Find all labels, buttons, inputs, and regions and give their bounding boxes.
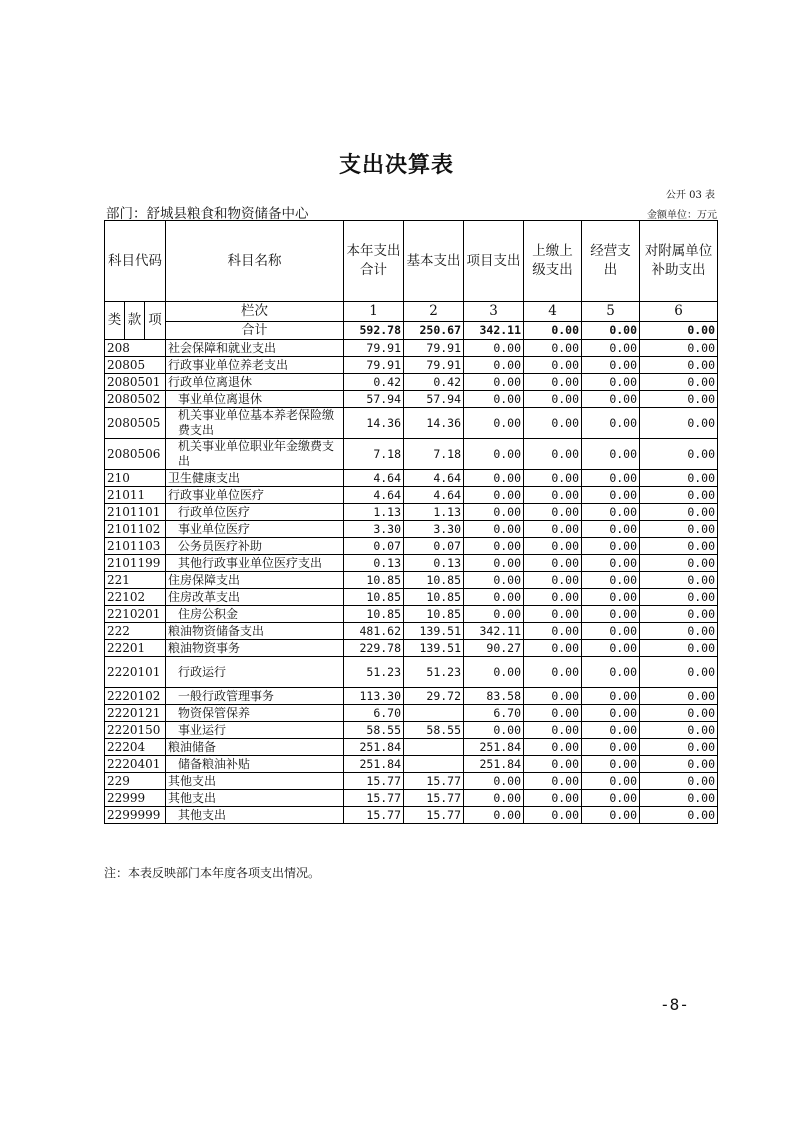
row-value: 4.64: [404, 487, 464, 504]
row-value: 0.00: [582, 439, 640, 470]
row-value: 0.00: [464, 408, 524, 439]
row-name: 机关事业单位职业年金缴费支出: [166, 439, 344, 470]
row-value: 4.64: [344, 470, 404, 487]
row-value: 0.00: [640, 773, 718, 790]
row-value: 0.00: [582, 391, 640, 408]
row-value: 0.00: [640, 487, 718, 504]
row-code: 2210201: [105, 606, 166, 623]
row-value: 0.00: [524, 623, 582, 640]
table-row: [105, 391, 718, 408]
row-value: 0.00: [582, 657, 640, 688]
row-value: 10.85: [404, 606, 464, 623]
row-name: 住房改革支出: [166, 589, 344, 606]
row-code: 2299999: [105, 807, 166, 824]
row-value: 0.00: [524, 589, 582, 606]
row-value: 0.00: [640, 606, 718, 623]
row-value: 0.00: [524, 374, 582, 391]
row-value: 0.00: [640, 657, 718, 688]
total-row: [105, 322, 718, 340]
col-num-4: 4: [524, 302, 582, 322]
table-row: [105, 640, 718, 657]
expenditure-table: [104, 220, 718, 824]
row-value: 58.55: [344, 722, 404, 739]
table-note: 注：本表反映部门本年度各项支出情况。: [104, 866, 321, 880]
row-value: 0.00: [464, 504, 524, 521]
row-value: 0.00: [582, 589, 640, 606]
row-value: 6.70: [464, 705, 524, 722]
row-value: 0.00: [640, 705, 718, 722]
row-value: 0.00: [582, 340, 640, 357]
row-value: 0.00: [464, 572, 524, 589]
table-row: [105, 722, 718, 739]
row-code: 2220150: [105, 722, 166, 739]
row-value: 113.30: [344, 688, 404, 705]
row-value: 57.94: [404, 391, 464, 408]
row-value: [404, 739, 464, 756]
row-value: 0.42: [404, 374, 464, 391]
row-value: 15.77: [344, 773, 404, 790]
column-number-row: [105, 302, 718, 322]
row-value: 0.00: [524, 357, 582, 374]
row-value: 51.23: [344, 657, 404, 688]
header-basic: 基本支出: [404, 221, 464, 302]
row-value: 4.64: [404, 470, 464, 487]
row-name: 事业单位医疗: [166, 521, 344, 538]
row-value: 0.00: [582, 572, 640, 589]
row-value: 7.18: [344, 439, 404, 470]
row-value: 0.00: [640, 589, 718, 606]
table-row: [105, 773, 718, 790]
row-value: 0.00: [582, 640, 640, 657]
row-value: 57.94: [344, 391, 404, 408]
row-value: 0.13: [404, 555, 464, 572]
row-value: 0.00: [464, 589, 524, 606]
col-num-5: 5: [582, 302, 640, 322]
row-value: 0.00: [524, 790, 582, 807]
row-code: 2220101: [105, 657, 166, 688]
row-value: 251.84: [464, 739, 524, 756]
row-value: 6.70: [344, 705, 404, 722]
row-name: 行政运行: [166, 657, 344, 688]
row-name: 住房公积金: [166, 606, 344, 623]
row-value: 0.00: [464, 807, 524, 824]
row-value: 0.00: [640, 572, 718, 589]
row-code: 20805: [105, 357, 166, 374]
row-value: 79.91: [404, 340, 464, 357]
unit-label: 金额单位：万元: [647, 210, 717, 221]
row-value: 0.00: [582, 790, 640, 807]
row-value: 58.55: [404, 722, 464, 739]
row-value: 0.00: [640, 739, 718, 756]
row-value: 0.00: [582, 555, 640, 572]
row-value: 251.84: [344, 739, 404, 756]
table-row: [105, 521, 718, 538]
total-value: 342.11: [464, 322, 524, 340]
total-value: 250.67: [404, 322, 464, 340]
row-value: 79.91: [344, 340, 404, 357]
row-value: 0.00: [582, 807, 640, 824]
row-value: 0.00: [524, 688, 582, 705]
row-value: 0.00: [464, 439, 524, 470]
header-kuan: 款: [125, 302, 145, 340]
row-value: 0.00: [640, 391, 718, 408]
header-subsidy: 对附属单位补助支出: [640, 221, 718, 302]
row-code: 210: [105, 470, 166, 487]
row-value: 0.00: [524, 487, 582, 504]
row-name: 粮油物资储备支出: [166, 623, 344, 640]
header-code: 科目代码: [105, 221, 166, 302]
row-value: 10.85: [344, 572, 404, 589]
row-name: 储备粮油补贴: [166, 756, 344, 773]
table-row: [105, 657, 718, 688]
row-value: 0.00: [640, 640, 718, 657]
row-value: 29.72: [404, 688, 464, 705]
row-value: 0.00: [582, 739, 640, 756]
table-row: [105, 572, 718, 589]
row-value: [404, 756, 464, 773]
row-value: 0.00: [640, 722, 718, 739]
row-value: 15.77: [344, 790, 404, 807]
row-value: 79.91: [344, 357, 404, 374]
row-value: 0.00: [582, 408, 640, 439]
header-upper: 上缴上级支出: [524, 221, 582, 302]
row-value: 0.00: [464, 722, 524, 739]
total-label: 合计: [166, 322, 344, 340]
col-num-3: 3: [464, 302, 524, 322]
row-value: 0.00: [524, 572, 582, 589]
row-value: 0.00: [464, 374, 524, 391]
row-value: 0.00: [640, 790, 718, 807]
row-code: 221: [105, 572, 166, 589]
row-value: 0.00: [524, 555, 582, 572]
row-value: 14.36: [344, 408, 404, 439]
row-value: 0.00: [640, 756, 718, 773]
row-code: 22201: [105, 640, 166, 657]
row-value: 0.00: [524, 521, 582, 538]
row-value: 0.00: [464, 606, 524, 623]
table-row: [105, 623, 718, 640]
total-value: 0.00: [640, 322, 718, 340]
table-row: [105, 470, 718, 487]
row-name: 其他支出: [166, 807, 344, 824]
row-name: 行政单位医疗: [166, 504, 344, 521]
header-row: [105, 221, 718, 302]
row-value: 0.00: [582, 756, 640, 773]
row-name: 物资保管保养: [166, 705, 344, 722]
row-value: 0.00: [582, 722, 640, 739]
row-value: 0.00: [464, 555, 524, 572]
row-value: 0.00: [464, 470, 524, 487]
table-row: [105, 807, 718, 824]
row-value: 1.13: [404, 504, 464, 521]
row-code: 2220121: [105, 705, 166, 722]
page-number: -8-: [660, 995, 689, 1014]
row-value: 10.85: [404, 589, 464, 606]
table-number: 公开 03 表: [665, 190, 715, 201]
table-row: [105, 555, 718, 572]
row-code: 2080501: [105, 374, 166, 391]
total-value: 0.00: [524, 322, 582, 340]
row-code: 22999: [105, 790, 166, 807]
row-value: 10.85: [344, 589, 404, 606]
row-value: 0.00: [640, 340, 718, 357]
row-code: 229: [105, 773, 166, 790]
row-value: 0.00: [464, 538, 524, 555]
row-value: 3.30: [344, 521, 404, 538]
row-value: 3.30: [404, 521, 464, 538]
row-value: 0.00: [464, 521, 524, 538]
row-value: 342.11: [464, 623, 524, 640]
row-code: 208: [105, 340, 166, 357]
row-value: 139.51: [404, 623, 464, 640]
row-name: 行政事业单位养老支出: [166, 357, 344, 374]
row-name: 住房保障支出: [166, 572, 344, 589]
table-row: [105, 340, 718, 357]
header-lanci: 栏次: [166, 302, 344, 322]
row-value: 10.85: [404, 572, 464, 589]
row-value: 0.00: [582, 705, 640, 722]
row-name: 行政事业单位医疗: [166, 487, 344, 504]
row-value: 0.13: [344, 555, 404, 572]
row-value: 0.00: [464, 391, 524, 408]
row-value: 15.77: [344, 807, 404, 824]
row-value: 0.00: [582, 623, 640, 640]
row-value: 0.00: [524, 640, 582, 657]
table-row: [105, 439, 718, 470]
department-label: 部门：舒城县粮食和物资储备中心: [106, 206, 309, 222]
row-value: 0.00: [582, 504, 640, 521]
row-code: 2220401: [105, 756, 166, 773]
row-value: 0.00: [640, 555, 718, 572]
row-value: 0.00: [524, 470, 582, 487]
row-value: 1.13: [344, 504, 404, 521]
row-value: 15.77: [404, 790, 464, 807]
row-code: 22102: [105, 589, 166, 606]
row-value: 0.00: [524, 722, 582, 739]
row-value: 0.00: [464, 773, 524, 790]
table-row: [105, 705, 718, 722]
col-num-1: 1: [344, 302, 404, 322]
row-value: 0.00: [524, 504, 582, 521]
table-row: [105, 688, 718, 705]
table-row: [105, 408, 718, 439]
row-value: 0.00: [582, 470, 640, 487]
row-value: 481.62: [344, 623, 404, 640]
row-name: 其他行政事业单位医疗支出: [166, 555, 344, 572]
row-value: 0.00: [640, 504, 718, 521]
row-value: 0.00: [640, 470, 718, 487]
row-name: 粮油物资事务: [166, 640, 344, 657]
row-code: 21011: [105, 487, 166, 504]
row-value: 0.00: [640, 807, 718, 824]
row-name: 其他支出: [166, 773, 344, 790]
row-value: 0.00: [524, 391, 582, 408]
row-name: 卫生健康支出: [166, 470, 344, 487]
row-value: 0.00: [582, 538, 640, 555]
row-value: 0.00: [640, 408, 718, 439]
row-value: 0.00: [582, 773, 640, 790]
table-row: [105, 739, 718, 756]
row-value: 0.00: [524, 657, 582, 688]
row-code: 2101101: [105, 504, 166, 521]
row-value: 0.00: [640, 623, 718, 640]
total-value: 592.78: [344, 322, 404, 340]
row-value: 251.84: [464, 756, 524, 773]
row-value: 0.00: [640, 374, 718, 391]
row-value: 0.00: [640, 538, 718, 555]
row-value: [404, 705, 464, 722]
table-row: [105, 538, 718, 555]
row-value: 0.00: [524, 606, 582, 623]
row-value: 51.23: [404, 657, 464, 688]
row-value: 14.36: [404, 408, 464, 439]
row-value: 251.84: [344, 756, 404, 773]
row-name: 事业运行: [166, 722, 344, 739]
col-num-6: 6: [640, 302, 718, 322]
row-value: 0.00: [464, 657, 524, 688]
header-lei: 类: [105, 302, 125, 340]
total-value: 0.00: [582, 322, 640, 340]
row-value: 7.18: [404, 439, 464, 470]
row-value: 0.00: [524, 773, 582, 790]
row-value: 0.00: [464, 487, 524, 504]
row-value: 0.00: [582, 487, 640, 504]
table-row: [105, 504, 718, 521]
row-code: 2080502: [105, 391, 166, 408]
header-name: 科目名称: [166, 221, 344, 302]
table-row: [105, 357, 718, 374]
row-name: 社会保障和就业支出: [166, 340, 344, 357]
header-total: 本年支出合计: [344, 221, 404, 302]
row-value: 0.00: [582, 606, 640, 623]
row-value: 0.07: [404, 538, 464, 555]
row-value: 0.00: [582, 374, 640, 391]
header-project: 项目支出: [464, 221, 524, 302]
row-code: 2220102: [105, 688, 166, 705]
row-value: 0.42: [344, 374, 404, 391]
row-value: 0.00: [524, 739, 582, 756]
row-value: 139.51: [404, 640, 464, 657]
row-value: 90.27: [464, 640, 524, 657]
row-value: 0.07: [344, 538, 404, 555]
row-value: 15.77: [404, 773, 464, 790]
row-value: 0.00: [464, 357, 524, 374]
row-value: 0.00: [582, 357, 640, 374]
table-row: [105, 374, 718, 391]
row-name: 行政单位离退休: [166, 374, 344, 391]
table-row: [105, 790, 718, 807]
table-row: [105, 487, 718, 504]
row-value: 229.78: [344, 640, 404, 657]
row-value: 0.00: [524, 705, 582, 722]
header-operating: 经营支出: [582, 221, 640, 302]
page-title: 支出决算表: [338, 153, 454, 178]
col-num-2: 2: [404, 302, 464, 322]
table-row: [105, 589, 718, 606]
row-value: 0.00: [582, 521, 640, 538]
row-code: 22204: [105, 739, 166, 756]
table-row: [105, 756, 718, 773]
row-name: 机关事业单位基本养老保险缴费支出: [166, 408, 344, 439]
row-value: 0.00: [524, 807, 582, 824]
row-code: 2080506: [105, 439, 166, 470]
row-value: 15.77: [404, 807, 464, 824]
row-value: 83.58: [464, 688, 524, 705]
row-value: 0.00: [464, 790, 524, 807]
row-name: 其他支出: [166, 790, 344, 807]
row-value: 0.00: [640, 521, 718, 538]
row-value: 10.85: [344, 606, 404, 623]
row-name: 一般行政管理事务: [166, 688, 344, 705]
row-value: 0.00: [582, 688, 640, 705]
row-value: 0.00: [524, 340, 582, 357]
row-value: 0.00: [524, 756, 582, 773]
row-code: 2101102: [105, 521, 166, 538]
row-code: 2101103: [105, 538, 166, 555]
header-xiang: 项: [145, 302, 166, 340]
row-code: 2080505: [105, 408, 166, 439]
row-code: 222: [105, 623, 166, 640]
row-value: 0.00: [464, 340, 524, 357]
row-name: 公务员医疗补助: [166, 538, 344, 555]
row-name: 事业单位离退休: [166, 391, 344, 408]
row-value: 0.00: [640, 357, 718, 374]
row-value: 0.00: [524, 408, 582, 439]
row-value: 0.00: [640, 439, 718, 470]
table-row: [105, 606, 718, 623]
row-value: 4.64: [344, 487, 404, 504]
row-value: 0.00: [640, 688, 718, 705]
row-value: 79.91: [404, 357, 464, 374]
row-value: 0.00: [524, 439, 582, 470]
row-name: 粮油储备: [166, 739, 344, 756]
row-value: 0.00: [524, 538, 582, 555]
row-code: 2101199: [105, 555, 166, 572]
